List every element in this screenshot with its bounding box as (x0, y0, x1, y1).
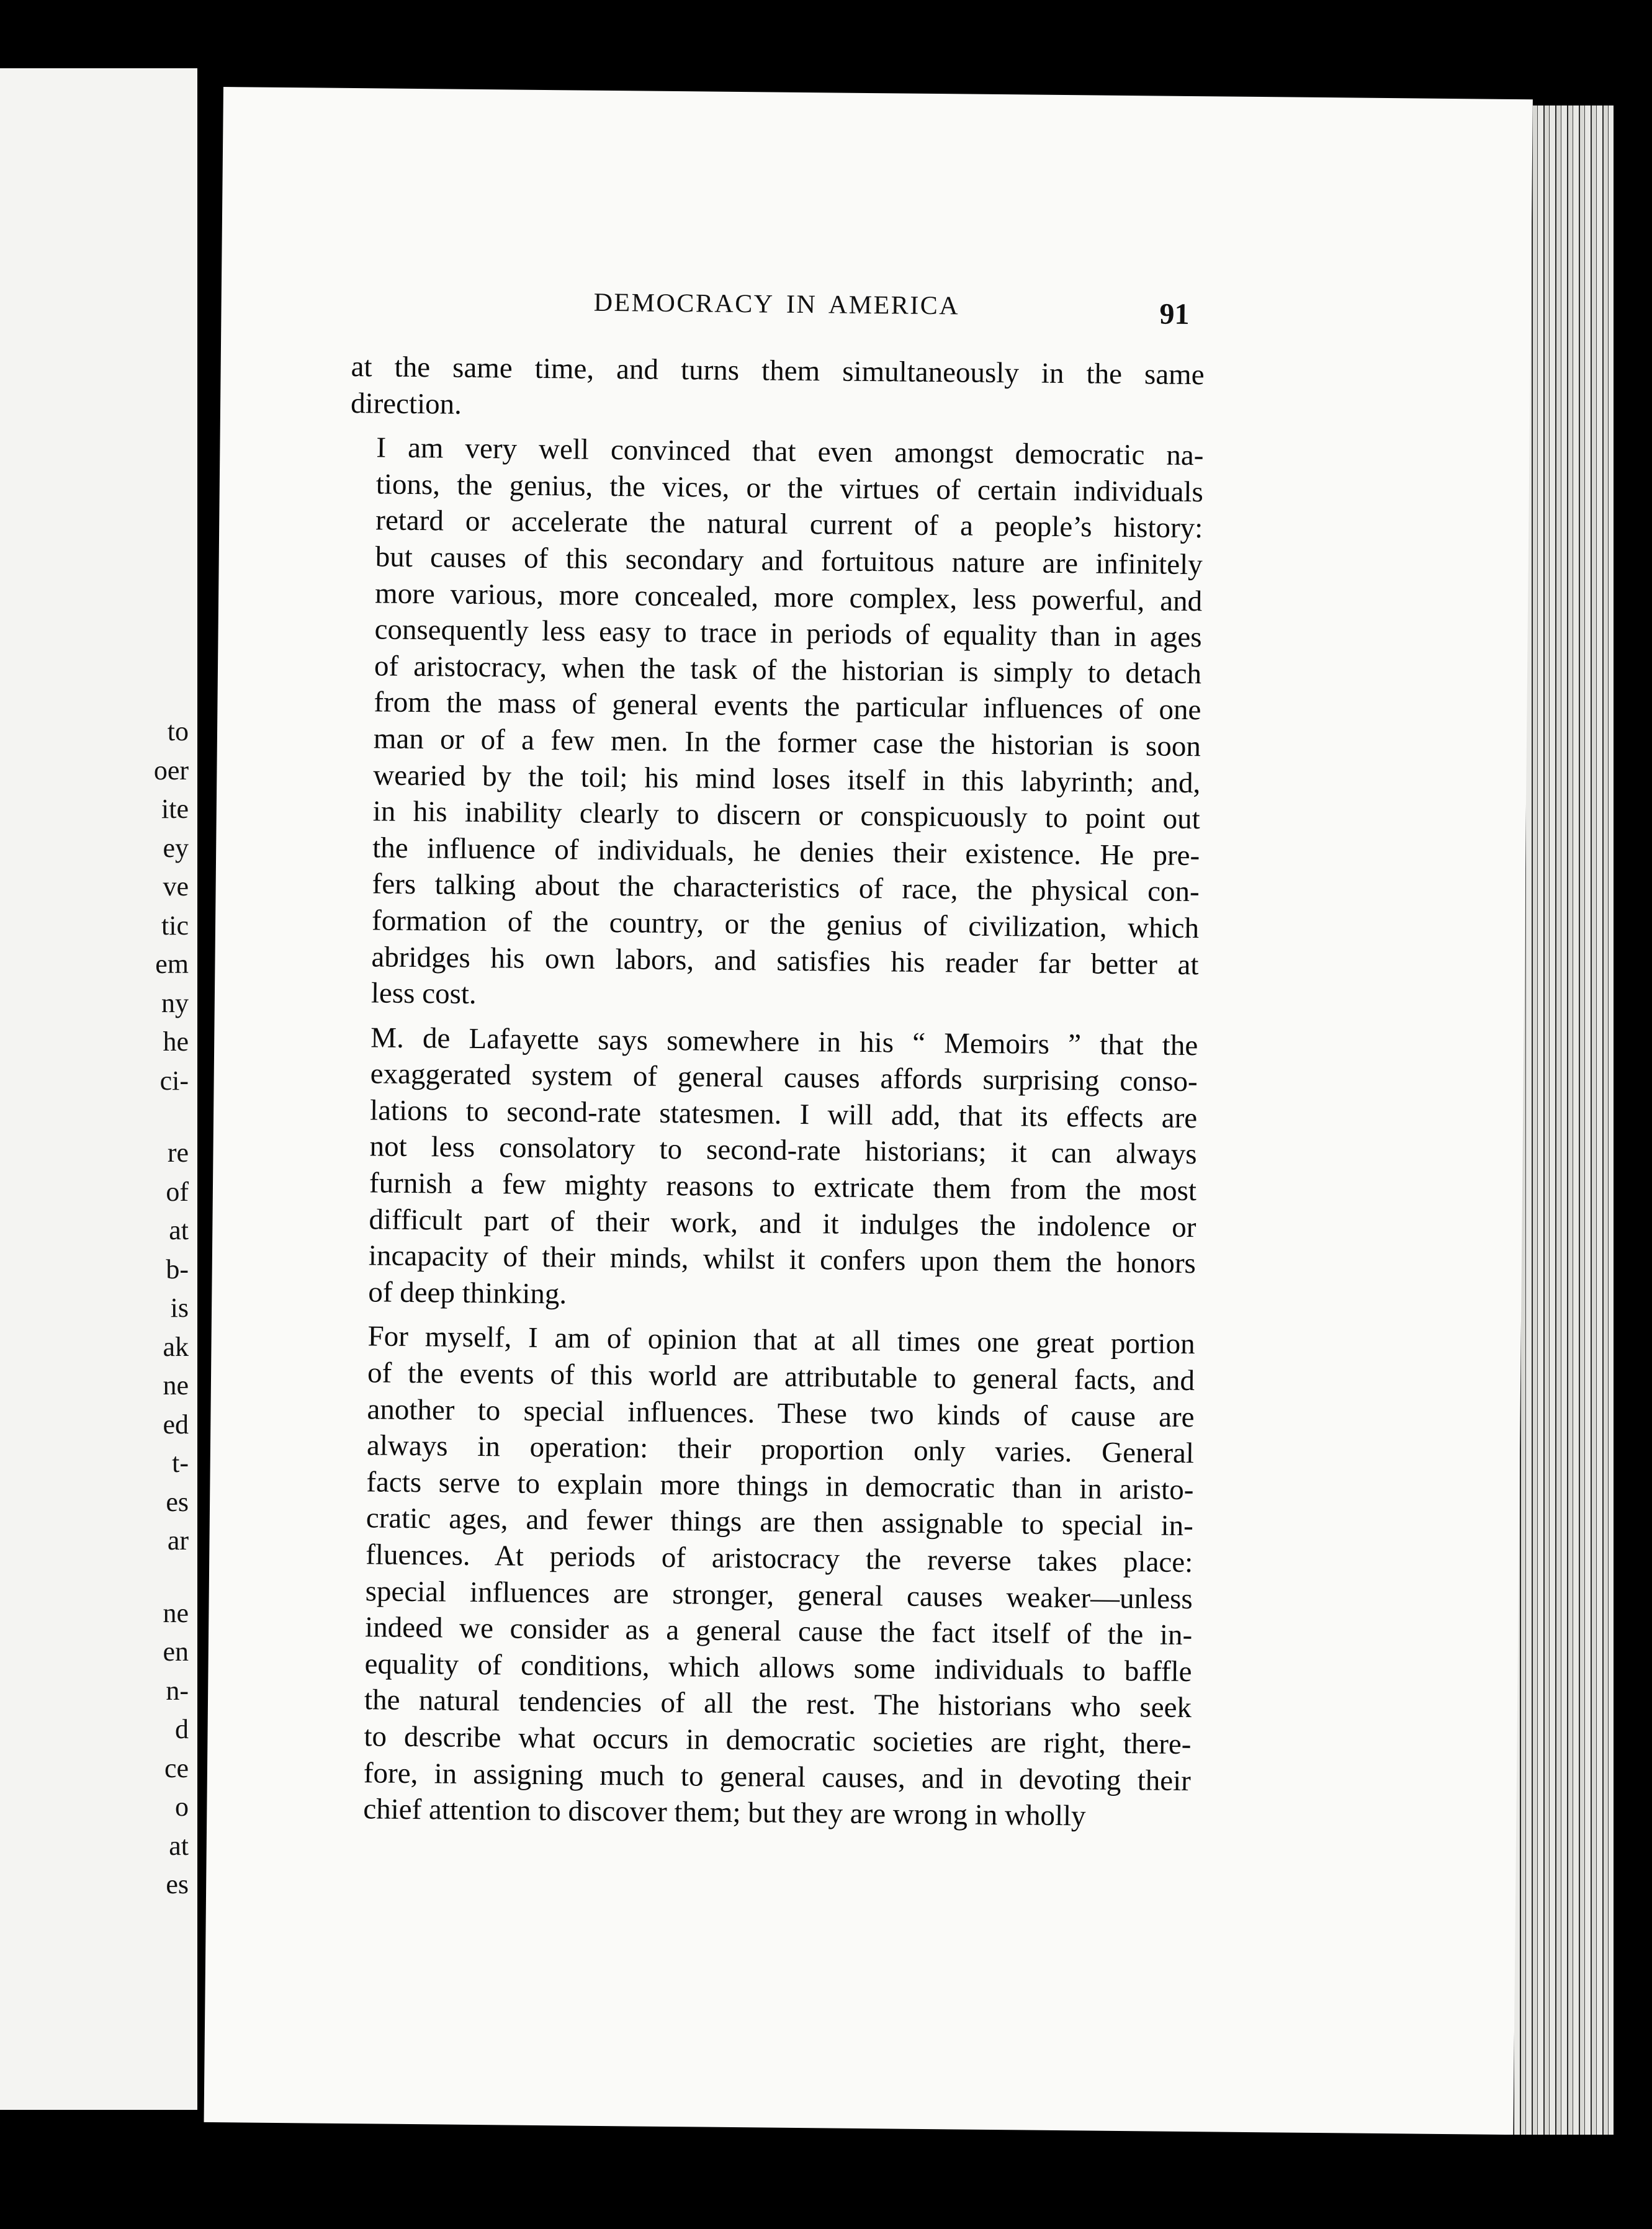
text-line: equality of conditions, which allows some individuals to baffle (364, 1648, 1192, 1688)
text-fragment: of (166, 1176, 189, 1207)
text-line: another to special influences. These two kinds of cause are (367, 1393, 1195, 1433)
text-fragment: es (166, 1486, 189, 1517)
text-fragment: ey (163, 832, 189, 863)
text-fragment: he (163, 1026, 189, 1057)
text-fragment: at (169, 1215, 189, 1245)
text-line: man or of a few men. In the former case the historian is soon (373, 722, 1201, 763)
page-body (337, 349, 1205, 1836)
text-fragment: ed (163, 1409, 189, 1440)
facing-page-left (0, 68, 201, 2110)
paragraph (351, 349, 1205, 429)
text-line: cratic ages, and fewer things are then assignable to special in- (366, 1502, 1194, 1543)
text-line: fluences. At periods of aristocracy the reverse takes place: (366, 1538, 1193, 1579)
text-fragment: tic (161, 910, 189, 941)
facing-page-text-fragments (0, 712, 197, 1904)
text-fragment: t- (172, 1448, 189, 1478)
text-line: direction. (350, 387, 462, 421)
page-header (221, 284, 1531, 346)
paragraph (345, 429, 1204, 1020)
text-fragment: o (175, 1792, 189, 1822)
text-fragment: ite (161, 794, 189, 824)
text-line: consequently less easy to trace in periods of equality than in ages (374, 613, 1202, 654)
text-line: to describe what occurs in democratic societies are right, there- (364, 1720, 1192, 1761)
text-fragment: to (167, 716, 189, 747)
text-line: fers talking about the characteristics of race, the physical con- (372, 868, 1200, 908)
text-line: facts serve to explain more things in democratic than in aristo- (366, 1466, 1194, 1506)
text-fragment: b- (166, 1254, 189, 1285)
text-fragment: ne (163, 1597, 189, 1628)
text-line: but causes of this secondary and fortuitous nature are infinitely (375, 540, 1203, 581)
text-line: at the same time, and turns them simultaneously in the same (351, 350, 1205, 392)
text-fragment: ny (161, 987, 189, 1018)
edge-shadow (1614, 93, 1652, 2166)
text-fragment: em (155, 949, 189, 979)
text-line: retard or accelerate the natural current of a people’s history: (375, 504, 1203, 545)
text-line: less cost. (370, 977, 477, 1011)
text-fragment: ne (163, 1370, 189, 1401)
text-line: from the mass of general events the particular influences of one (374, 686, 1201, 727)
text-line: the influence of individuals, he denies their existence. He pre- (372, 832, 1200, 872)
text-line: abridges his own labors, and satisfies his reader far better at (371, 940, 1199, 981)
text-line: lations to second-rate statesmen. I will add, that its effects are (369, 1094, 1198, 1135)
text-line: always in operation: their proportion only varies. General (366, 1429, 1195, 1470)
text-line: incapacity of their minds, whilst it confers upon them the honors (368, 1239, 1196, 1280)
text-line: fore, in assigning much to general causes, and in devoting their (363, 1756, 1192, 1797)
text-fragment: ak (163, 1331, 189, 1362)
text-fragment: en (163, 1636, 189, 1667)
text-line: For myself, I am of opinion that at all times one great portion (367, 1320, 1195, 1361)
paragraph (342, 1020, 1198, 1319)
text-line: difficult part of their work, and it indulges the indolence or (369, 1203, 1196, 1244)
page-number: 91 (1159, 297, 1190, 331)
book-page (204, 87, 1533, 2135)
text-fragment: ar (167, 1525, 189, 1556)
text-fragment: ve (163, 871, 189, 902)
text-line: more various, more concealed, more complex, less powerful, and (374, 576, 1203, 617)
text-line: of deep thinking. (368, 1276, 567, 1311)
running-head: DEMOCRACY IN AMERICA (593, 288, 960, 321)
text-line: of the events of this world are attributable to general facts, and (367, 1357, 1195, 1397)
text-line: tions, the genius, the vices, or the virtues of certain individuals (375, 468, 1204, 508)
fragment-gap (0, 1561, 197, 1594)
text-fragment: n- (166, 1675, 189, 1706)
text-fragment: at (169, 1830, 189, 1861)
text-line: of aristocracy, when the task of the historian is simply to detach (374, 650, 1202, 690)
text-line: M. de Lafayette says somewhere in his “ Memoirs ” that the (370, 1021, 1198, 1062)
paragraph (337, 1318, 1195, 1835)
text-fragment: d (175, 1714, 189, 1744)
fragment-gap (0, 1100, 197, 1134)
text-line: furnish a few mighty reasons to extricate them from the most (369, 1167, 1197, 1208)
text-line: indeed we consider as a general cause the fact itself of the in- (364, 1611, 1193, 1652)
text-line: exaggerated system of general causes affords surprising conso- (370, 1057, 1198, 1098)
text-line: not less consolatory to second-rate historians; it can always (369, 1130, 1197, 1171)
text-line: I am very well convinced that even amongst democratic na- (376, 431, 1204, 472)
text-fragment: oer (153, 755, 189, 786)
text-fragment: re (167, 1137, 189, 1168)
text-line: in his inability clearly to discern or conspicuously to point out (372, 795, 1200, 836)
text-fragment: ce (164, 1752, 189, 1783)
scan-border-bottom (186, 2135, 1652, 2229)
text-line: special influences are stronger, general causes weaker—unless (365, 1574, 1193, 1615)
text-line: chief attention to discover them; but they are wrong in wholly (363, 1793, 1086, 1832)
text-fragment: es (166, 1869, 189, 1899)
text-line: formation of the country, or the genius of civilization, which (371, 904, 1200, 945)
text-fragment: is (170, 1293, 189, 1323)
text-line: the natural tendencies of all the rest. The historians who seek (364, 1684, 1192, 1724)
text-line: wearied by the toil; his mind loses itself in this labyrinth; and, (373, 758, 1201, 799)
text-fragment: ci- (159, 1065, 189, 1096)
